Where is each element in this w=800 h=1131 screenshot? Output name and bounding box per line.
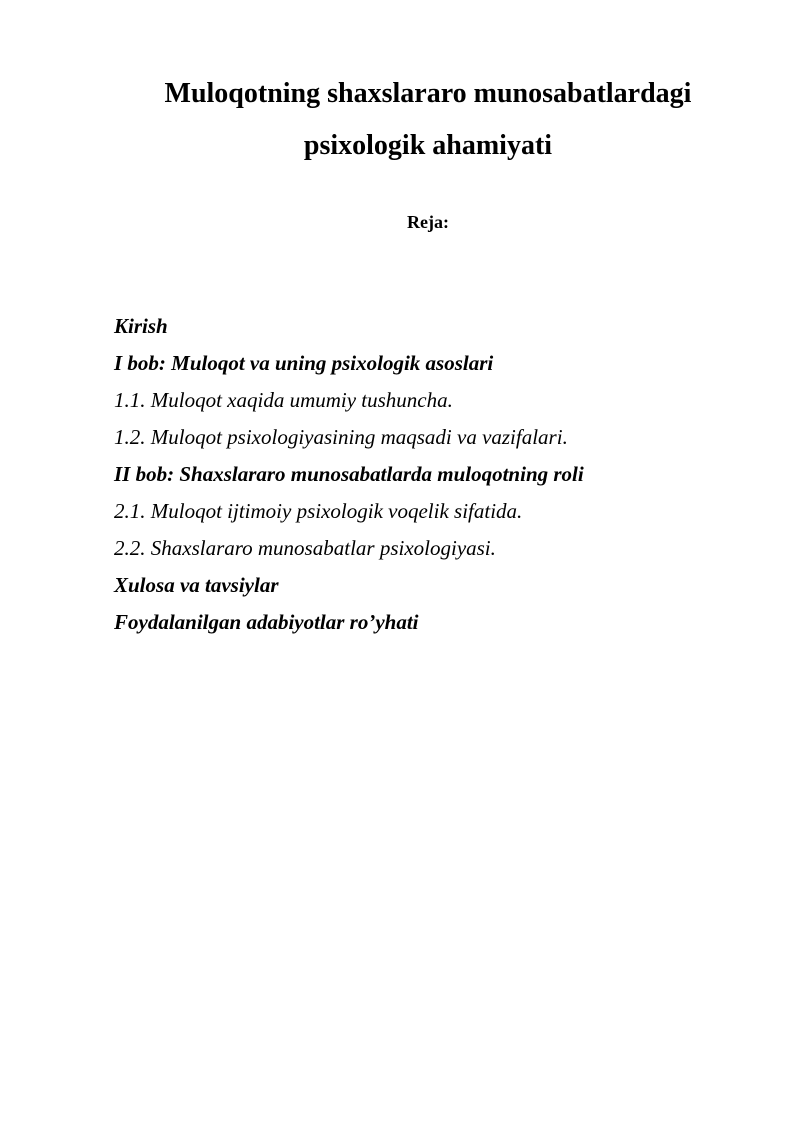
toc-item: Foydalanilgan adabiyotlar ro’yhati <box>114 610 419 634</box>
toc-item: 2.2. Shaxslararo munosabatlar psixologiyasi. <box>114 536 496 560</box>
toc-item: 2.1. Muloqot ijtimoiy psixologik voqelik sifatida. <box>114 499 523 523</box>
toc-item: I bob: Muloqot va uning psixologik asoslari <box>114 351 494 375</box>
table-of-contents <box>114 308 754 641</box>
document-title-line-2: psixologik ahamiyati <box>303 130 553 161</box>
toc-item: 1.2. Muloqot psixologiyasining maqsadi va vazifalari. <box>114 425 568 449</box>
toc-item: 1.1. Muloqot xaqida umumiy tushuncha. <box>114 388 453 412</box>
toc-item: Kirish <box>114 314 168 338</box>
document-title-line-1: Muloqotning shaxslararo munosabatlardagi <box>164 78 692 109</box>
toc-item: II bob: Shaxslararo munosabatlarda muloqotning roli <box>114 462 584 486</box>
plan-heading: Reja: <box>407 212 449 232</box>
toc-item: Xulosa va tavsiylar <box>114 573 279 597</box>
